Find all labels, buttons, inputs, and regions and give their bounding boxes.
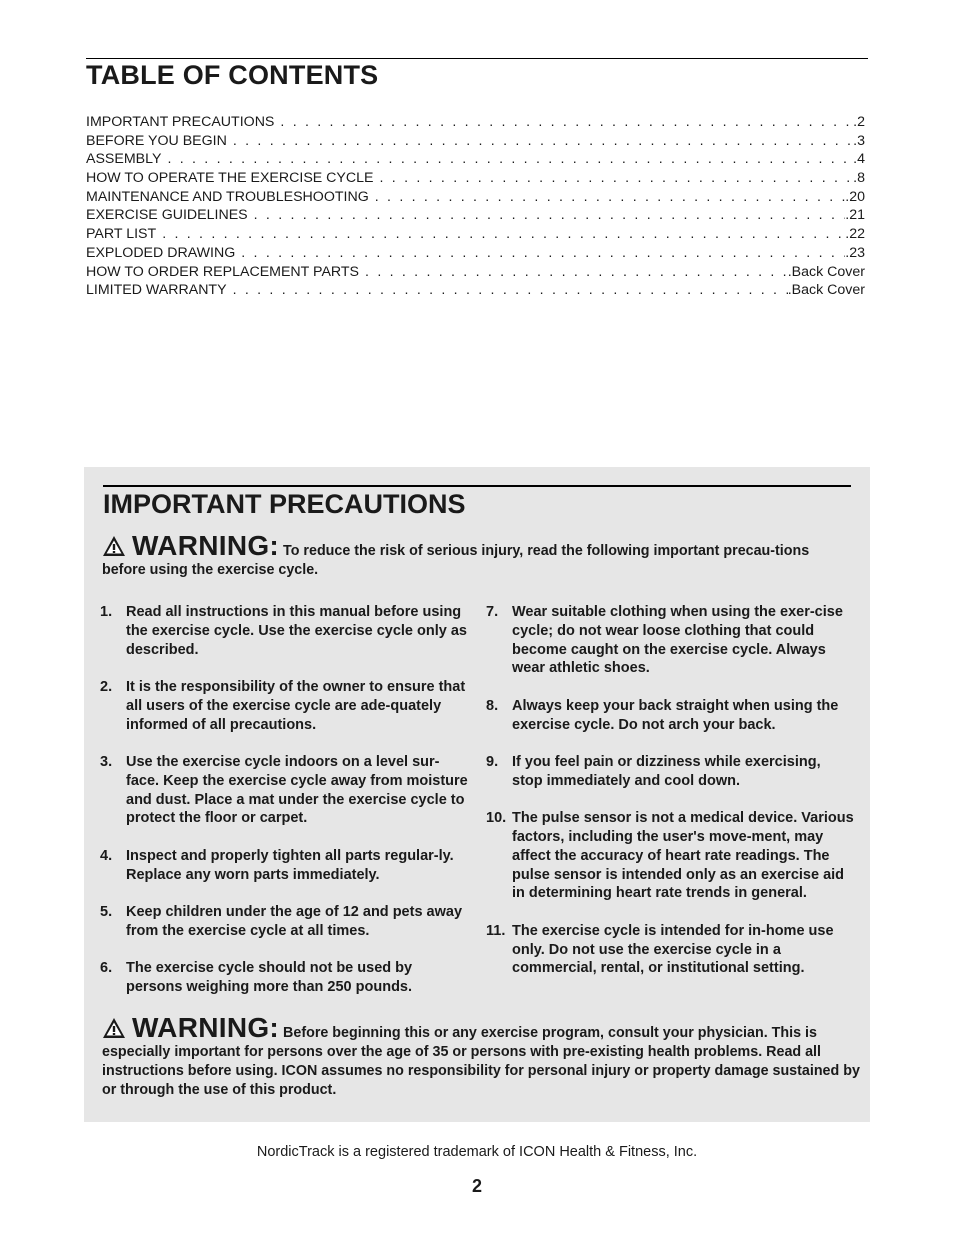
list-item <box>100 678 470 734</box>
toc-leader-dots <box>241 245 845 261</box>
toc-entry[interactable] <box>86 282 865 301</box>
list-item <box>486 922 854 978</box>
toc-entry-page: .4 <box>853 151 865 168</box>
list-item <box>100 603 470 659</box>
toc-leader-dots <box>233 133 853 149</box>
item-number: 2. <box>100 678 113 695</box>
item-text: Always keep your back straight when using the exercise cycle. Do not arch your back. <box>512 697 839 733</box>
toc-entry-page: .2 <box>853 114 865 130</box>
item-number: 9. <box>486 753 499 770</box>
list-item <box>100 903 470 941</box>
toc-entry-label: BEFORE YOU BEGIN <box>86 132 227 149</box>
toc-leader-dots <box>254 207 846 223</box>
toc-entry[interactable] <box>86 170 865 189</box>
item-text: The pulse sensor is not a medical device. Various factors, including the user's move-ment, may affect the accuracy of heart rate readings. The pulse sensor is intended only as an exercise aid in determining heart rate trends in general. <box>512 810 854 902</box>
toc-title: TABLE OF CONTENTS <box>86 60 379 90</box>
list-item <box>100 959 470 997</box>
toc-leader-dots <box>162 226 845 242</box>
toc-entry[interactable] <box>86 189 865 208</box>
precautions-list-right <box>486 603 854 997</box>
toc-entry-page: .20 <box>845 188 865 205</box>
trademark-notice: NordicTrack is a registered trademark of ICON Health & Fitness, Inc. <box>256 1144 698 1160</box>
precautions-box <box>84 467 870 1122</box>
toc-entry-page: .Back Cover <box>787 263 865 280</box>
item-text: Use the exercise cycle indoors on a level sur-face. Keep the exercise cycle away from moisture and dust. Place a mat under the exercise cycle to protect the floor or carpet. <box>126 753 468 827</box>
toc-entry[interactable] <box>86 151 865 170</box>
toc-list <box>86 114 865 301</box>
list-item <box>100 847 470 885</box>
toc-entry-page: .23 <box>845 244 865 261</box>
item-number: 7. <box>486 604 499 620</box>
list-item <box>486 753 854 791</box>
toc-entry-label: HOW TO ORDER REPLACEMENT PARTS <box>86 263 360 280</box>
warning-bottom <box>102 1012 862 1100</box>
precautions-list-left <box>100 603 470 1015</box>
precautions-divider <box>103 485 851 487</box>
toc-entry-page: .Back Cover <box>787 282 865 299</box>
toc-entry[interactable] <box>86 226 865 245</box>
item-text: Wear suitable clothing when using the exer-cise cycle; do not wear loose clothing that could become caught on the exercise cycle. Always wear athletic shoes. <box>512 604 843 677</box>
toc-entry[interactable] <box>86 245 865 264</box>
warning-triangle-icon <box>102 535 126 557</box>
warning-text: To reduce the risk of serious injury, read the following important precau-tions before using the exercise cycle. <box>102 543 810 578</box>
toc-entry-label: IMPORTANT PRECAUTIONS <box>86 114 275 130</box>
warning-top <box>102 530 832 580</box>
toc-entry-label: PART LIST <box>86 226 157 243</box>
toc-entry-label: ASSEMBLY <box>86 151 162 168</box>
toc-leader-dots <box>380 170 854 186</box>
toc-leader-dots <box>375 189 846 205</box>
precautions-title: IMPORTANT PRECAUTIONS <box>103 489 466 519</box>
toc-leader-dots <box>365 264 788 280</box>
toc-leader-dots <box>167 151 853 167</box>
item-number: 5. <box>100 903 113 920</box>
toc-entry[interactable] <box>86 133 865 152</box>
list-item <box>100 753 470 828</box>
toc-entry-page: .22 <box>845 226 865 243</box>
item-text: Keep children under the age of 12 and pets away from the exercise cycle at all times. <box>126 903 463 939</box>
toc-leader-dots <box>233 282 788 298</box>
toc-entry-page: .21 <box>845 207 865 224</box>
toc-entry[interactable] <box>86 114 865 133</box>
list-item <box>486 697 854 735</box>
list-item <box>486 809 854 903</box>
warning-label: WARNING: <box>132 1012 280 1043</box>
item-number: 11. <box>486 922 506 939</box>
toc-leader-dots <box>280 114 853 130</box>
toc-entry-label: EXERCISE GUIDELINES <box>86 207 248 224</box>
item-number: 4. <box>100 847 113 864</box>
item-number: 6. <box>100 960 113 977</box>
item-text: Read all instructions in this manual before using the exercise cycle. Use the exercise cycle only as described. <box>126 604 467 658</box>
item-number: 10. <box>486 810 507 827</box>
toc-entry-label: HOW TO OPERATE THE EXERCISE CYCLE <box>86 170 374 187</box>
toc-entry-label: LIMITED WARRANTY <box>86 282 227 299</box>
item-text: Inspect and properly tighten all parts regular-ly. Replace any worn parts immediately. <box>126 847 454 883</box>
toc-entry-page: .8 <box>853 170 865 187</box>
item-text: If you feel pain or dizziness while exercising, stop immediately and cool down. <box>512 753 821 789</box>
toc-entry-label: EXPLODED DRAWING <box>86 244 236 261</box>
toc-entry[interactable] <box>86 207 865 226</box>
toc-entry-page: .3 <box>853 132 865 149</box>
item-number: 1. <box>100 604 113 620</box>
item-number: 3. <box>100 753 113 770</box>
item-number: 8. <box>486 697 499 714</box>
warning-text: Before beginning this or any exercise program, consult your physician. This is especially important for persons over the age of 35 or persons with pre-existing health problems. Read all instructions before using. ICON assumes no responsibility for personal injury or property damage sustained by or through the use of this product. <box>102 1025 860 1098</box>
item-text: The exercise cycle should not be used by persons weighing more than 250 pounds. <box>126 960 413 995</box>
warning-triangle-icon <box>102 1017 126 1039</box>
toc-entry[interactable] <box>86 264 865 283</box>
top-divider <box>86 58 868 59</box>
item-text: The exercise cycle is intended for in-home use only. Do not use the exercise cycle in a commercial, rental, or institutional setting. <box>512 922 834 977</box>
warning-label: WARNING: <box>132 530 280 561</box>
item-text: It is the responsibility of the owner to ensure that all users of the exercise cycle are ade-quately informed of all precautions. <box>126 678 466 733</box>
page-number: 2 <box>471 1176 482 1196</box>
toc-entry-label: MAINTENANCE AND TROUBLESHOOTING <box>86 188 369 205</box>
list-item <box>486 603 854 678</box>
